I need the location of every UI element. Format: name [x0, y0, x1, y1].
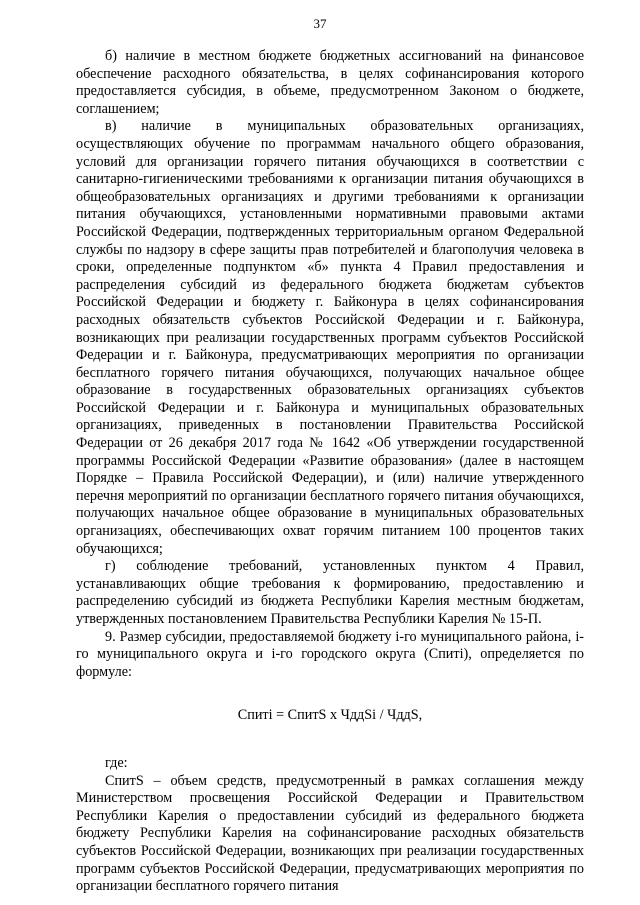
formula: Cпитi = CпитS x ЧддSi / ЧддS, — [237, 707, 423, 724]
document-body — [76, 48, 584, 896]
definition-paragraph: CпитS – объем средств, предусмотренный в рамках соглашения между Министерством просвещения Российской Федерации и Правительством Республики Карелия о предоставлении субсидий из федерального бюджета бюджету Республики Карелия на софинансирование расходных обязательств субъектов Российской Федерации, возникающих при реализации государственных программ субъектов Российской Федерации, предусматривающих мероприятия по организации бесплатного горячего питания — [76, 772, 584, 895]
paragraph-g: г) соблюдение требований, установленных пунктом 4 Правил, устанавливающих общие требования к формированию, предоставлению и распределению субсидий из бюджета Республики Карелия местным бюджетам, утвержденных постановлением Правительства Республики Карелия № 15-П. — [76, 558, 584, 627]
page-number: 37 — [313, 16, 327, 31]
paragraph-9: 9. Размер субсидии, предоставляемой бюджету i-го муниципального района, i-го муниципального округа и i-го городского округа (Cпитi), определяется по формуле: — [76, 628, 584, 680]
where-label: где: — [105, 754, 128, 771]
paragraph-v: в) наличие в муниципальных образовательных организациях, осуществляющих обучение по программам начального общего образования, условий для организации горячего питания обучающихся в соответствии с санитарно-гигиеническими требованиями к организации питания обучающихся в общеобразовательных организациях и другими требованиями к организации питания обучающихся, установленными нормативными правовыми актами Российской Федерации, подтвержденных территориальным органом Федеральной службы по надзору в сфере защиты прав потребителей и благополучия человека в сроки, определенные подпунктом «б» пункта 4 Правил предоставления и распределения субсидий из федерального бюджета бюджетам субъектов Российской Федерации и бюджету г. Байконура в целях софинансирования расходных обязательств субъектов Российской Федерации и г. Байконура, возникающих при реализации государственных программ субъектов Российской Федерации и г. Байконура, предусматривающих мероприятия по организации бесплатного горячего питания обучающихся, получающих начальное общее образование в государственных образовательных организациях субъектов Российской Федерации и г. Байконура и муниципальных образовательных организациях, приведенных в постановлении Правительства Российской Федерации от 26 декабря 2017 года № 1642 «Об утверждении государственной программы Российской Федерации «Развитие образования» (далее в настоящем Порядке – Правила Российской Федерации), и (или) наличие утвержденного перечня мероприятий по организации бесплатного горячего питания обучающихся, получающих начальное общее образование в муниципальных образовательных организациях, обеспечивающих охват горячим питанием 100 процентов таких обучающихся; — [76, 118, 584, 557]
paragraph-b: б) наличие в местном бюджете бюджетных ассигнований на финансовое обеспечение расходного обязательства, в целях софинансирования которого предоставляется субсидия, в объеме, предусмотренном Законом о бюджете, соглашением; — [76, 48, 584, 117]
